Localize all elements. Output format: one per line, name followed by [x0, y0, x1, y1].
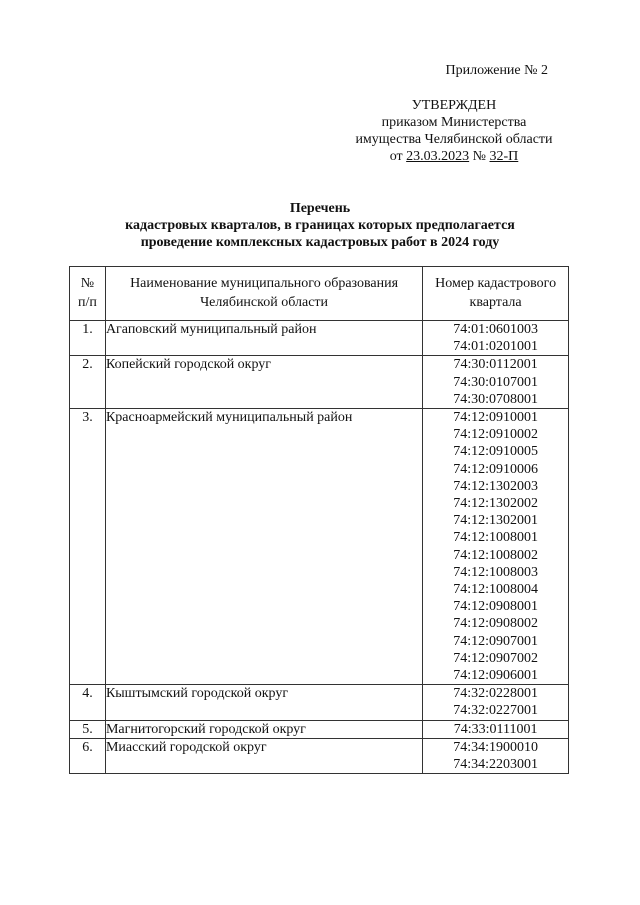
cadastral-code: 74:12:1008003 — [453, 564, 538, 580]
cadastral-codes-cell — [423, 321, 569, 356]
municipality-name: Магнитогорский городской округ — [105, 720, 422, 738]
approval-date: 23.03.2023 — [406, 149, 470, 164]
cadastral-code: 74:12:0908002 — [453, 616, 538, 632]
approval-order-line — [324, 148, 584, 165]
cadastral-codes-cell — [423, 720, 569, 738]
header-num-line1: № — [80, 276, 95, 291]
row-number: 1. — [70, 321, 106, 356]
cadastral-code: 74:01:0201001 — [453, 339, 538, 355]
cadastral-code: 74:12:0910006 — [453, 461, 538, 477]
approval-date-prefix: от — [389, 149, 403, 164]
document-heading — [60, 200, 580, 251]
header-num-line2: п/п — [78, 295, 97, 310]
table-row — [70, 409, 569, 685]
cadastral-code: 74:12:0910005 — [453, 444, 538, 460]
cadastral-codes-cell — [423, 738, 569, 773]
row-number: 3. — [70, 409, 106, 685]
cadastral-codes-cell — [423, 685, 569, 720]
cadastral-code: 74:12:1008001 — [453, 530, 538, 546]
cadastral-code: 74:12:0910002 — [453, 427, 538, 443]
row-number: 5. — [70, 720, 106, 738]
municipality-name: Копейский городской округ — [105, 356, 422, 409]
header-name-line2: Челябинской области — [200, 295, 329, 310]
table-row — [70, 321, 569, 356]
cadastral-code: 74:34:2203001 — [453, 757, 538, 773]
table-row — [70, 685, 569, 720]
cadastral-codes-cell — [423, 356, 569, 409]
approval-number: 32-П — [489, 149, 519, 164]
table-row — [70, 720, 569, 738]
municipality-name: Агаповский муниципальный район — [105, 321, 422, 356]
annex-label: Приложение № 2 — [445, 63, 548, 78]
cadastral-codes-cell — [423, 409, 569, 685]
row-number: 4. — [70, 685, 106, 720]
cadastral-code: 74:12:1008002 — [453, 547, 538, 563]
cadastral-code: 74:01:0601003 — [453, 322, 538, 337]
heading-title: Перечень — [289, 201, 351, 216]
row-number: 6. — [70, 738, 106, 773]
cadastral-code: 74:30:0112001 — [453, 357, 538, 373]
cadastral-code: 74:33:0111001 — [453, 721, 538, 737]
approval-title: УТВЕРЖДЕН — [411, 98, 497, 113]
table-row — [70, 356, 569, 409]
table-header-row — [70, 267, 569, 321]
cadastral-code: 74:12:1302001 — [453, 513, 538, 529]
cadastral-code: 74:32:0228001 — [453, 686, 538, 702]
municipality-name: Кыштымский городской округ — [105, 685, 422, 720]
cadastral-code: 74:30:0107001 — [453, 374, 538, 390]
approval-authority: приказом Министерства — [381, 115, 527, 130]
header-name-line1: Наименование муниципального образования — [130, 276, 399, 291]
heading-subtitle-2: проведение комплексных кадастровых работ в 2024 году — [140, 235, 500, 250]
row-number: 2. — [70, 356, 106, 409]
approval-number-sign: № — [472, 149, 486, 164]
table-row — [70, 738, 569, 773]
header-code-line2: квартала — [469, 295, 522, 310]
cadastral-code: 74:12:1302002 — [453, 496, 538, 512]
header-num — [70, 267, 106, 321]
header-name — [105, 267, 422, 321]
table-body — [70, 321, 569, 774]
header-code-line1: Номер кадастрового — [435, 276, 557, 291]
cadastral-code: 74:32:0227001 — [453, 703, 538, 719]
approval-authority-name: имущества Челябинской области — [355, 132, 553, 147]
cadastral-code: 74:12:0908001 — [453, 599, 538, 615]
municipality-name: Миасский городской округ — [105, 738, 422, 773]
cadastral-code: 74:12:1008004 — [453, 582, 538, 598]
heading-subtitle-1: кадастровых кварталов, в границах которых предполагается — [125, 218, 515, 233]
cadastral-code: 74:12:1302003 — [453, 478, 538, 494]
cadastral-code: 74:34:1900010 — [453, 739, 538, 755]
cadastral-code: 74:12:0906001 — [453, 668, 538, 684]
cadastral-code: 74:12:0907002 — [453, 650, 538, 666]
header-code — [423, 267, 569, 321]
municipality-name: Красноармейский муниципальный район — [105, 409, 422, 685]
cadastral-code: 74:12:0910001 — [453, 410, 538, 426]
approval-block — [324, 97, 584, 165]
cadastral-quarters-table — [69, 266, 569, 774]
cadastral-code: 74:12:0907001 — [453, 633, 538, 649]
cadastral-code: 74:30:0708001 — [453, 391, 538, 407]
